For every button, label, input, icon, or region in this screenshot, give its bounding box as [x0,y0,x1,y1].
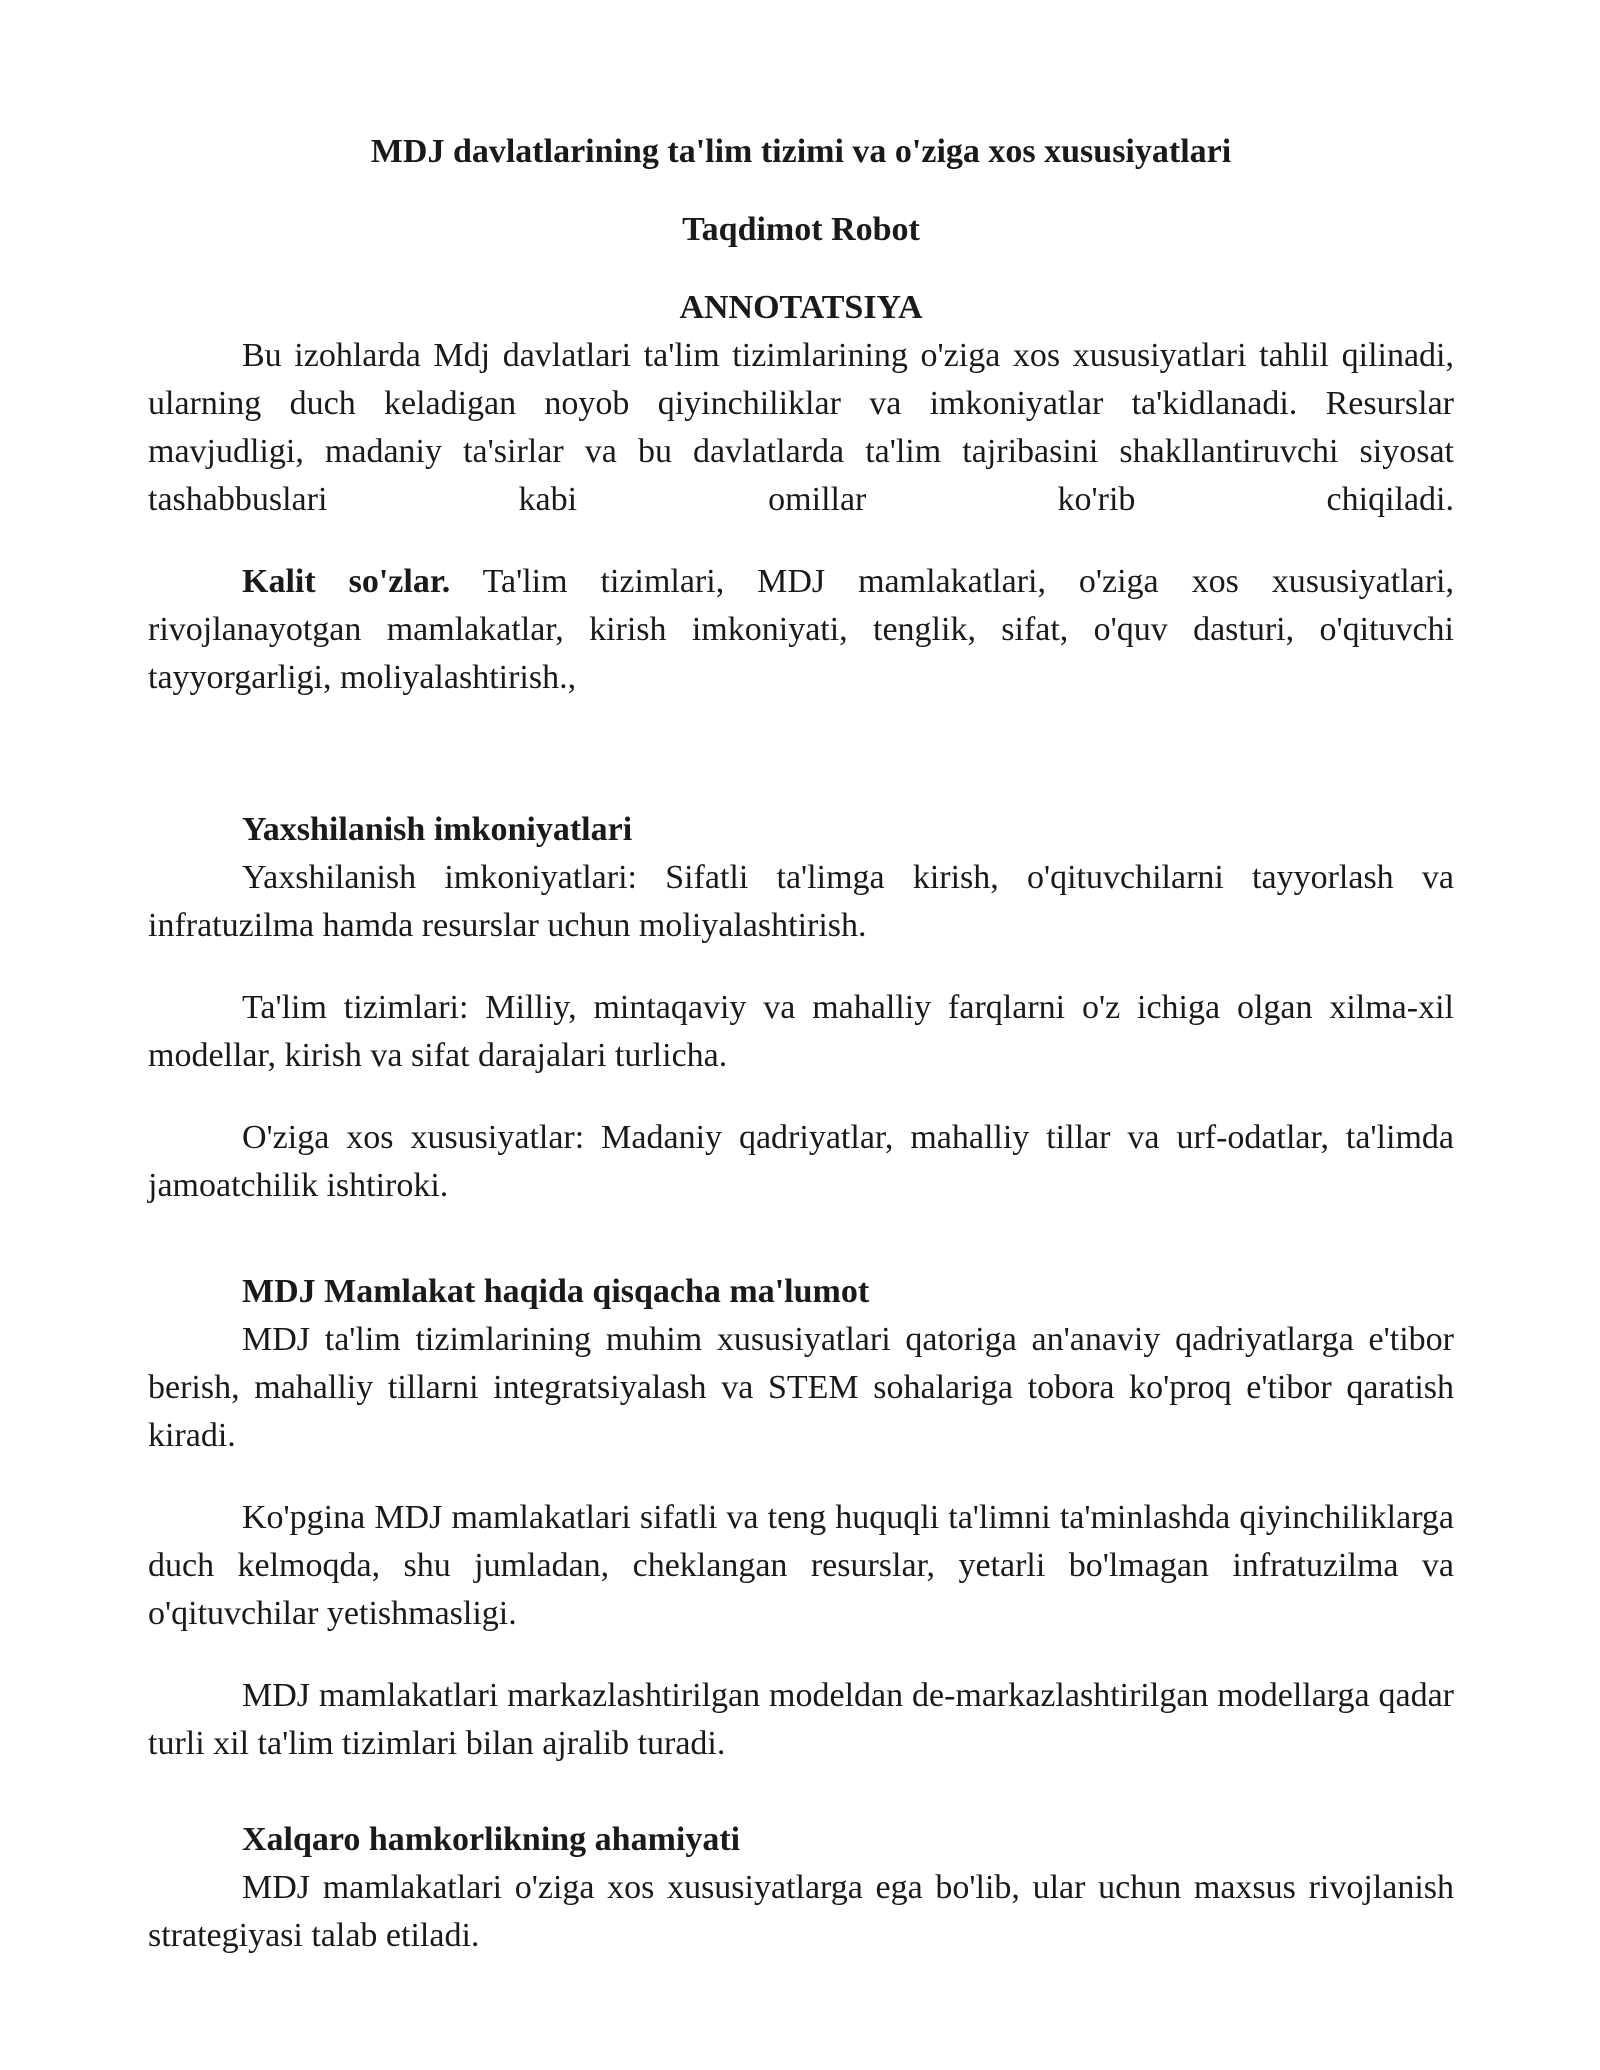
section-paragraph: Yaxshilanish imkoniyatlari: Sifatli ta'limga kirish, o'qituvchilarni tayyorlash va infratuzilma hamda resurslar uchun moliyalashtirish. [148,859,1454,944]
annotation-heading: ANNOTATSIYA [679,289,923,326]
annotation-paragraph: Bu izohlarda Mdj davlatlari ta'lim tizimlarining o'ziga xos xususiyatlari tahlil qilinadi, ularning duch keladigan noyob qiyinchiliklar va imkoniyatlar ta'kidlanadi. Resurslar mavjudligi, madaniy ta'sirlar va bu davlatlarda ta'lim tajribasini shakllantiruvchi siyosat tashabbuslari kabi omillar ko'rib chiqiladi. [148,337,1454,518]
section-heading-overview: MDJ Mamlakat haqida qisqacha ma'lumot [242,1273,870,1310]
section-heading-improvement: Yaxshilanish imkoniyatlari [242,811,633,848]
keywords-label: Kalit so'zlar. [242,563,451,600]
section-paragraph: Ta'lim tizimlari: Milliy, mintaqaviy va mahalliy farqlarni o'z ichiga olgan xilma-xil modellar, kirish va sifat darajalari turlicha. [148,989,1454,1074]
section-paragraph: MDJ mamlakatlari markazlashtirilgan modeldan de-markazlashtirilgan modellarga qadar turli xil ta'lim tizimlari bilan ajralib turadi. [148,1677,1454,1762]
section-paragraph: Ko'pgina MDJ mamlakatlari sifatli va teng huquqli ta'limni ta'minlashda qiyinchiliklarga duch kelmoqda, shu jumladan, cheklangan resurslar, yetarli bo'lmagan infratuzilma va o'qituvchilar yetishmasligi. [148,1499,1454,1632]
section-paragraph: MDJ ta'lim tizimlarining muhim xususiyatlari qatoriga an'anaviy qadriyatlarga e'tibor berish, mahalliy tillarni integratsiyalash va STEM sohalariga tobora ko'proq e'tibor qaratish kiradi. [148,1321,1454,1454]
document-title: MDJ davlatlarining ta'lim tizimi va o'ziga xos xususiyatlari [370,133,1232,170]
section-paragraph: O'ziga xos xususiyatlar: Madaniy qadriyatlar, mahalliy tillar va urf-odatlar, ta'limda jamoatchilik ishtiroki. [148,1119,1454,1204]
keywords-text: Ta'lim tizimlari, MDJ mamlakatlari, o'ziga xos xususiyatlari, rivojlanayotgan mamlakatlar, kirish imkoniyati, tenglik, sifat, o'quv dasturi, o'qituvchi tayyorgarligi, moliyalashtirish., [148,563,1454,696]
section-paragraph: MDJ mamlakatlari o'ziga xos xususiyatlarga ega bo'lib, ular uchun maxsus rivojlanish strategiyasi talab etiladi. [148,1869,1454,1954]
document-author: Taqdimot Robot [682,211,920,248]
section-heading-cooperation: Xalqaro hamkorlikning ahamiyati [242,1821,741,1858]
keywords-paragraph [148,558,1454,702]
document-page [148,128,1454,1960]
